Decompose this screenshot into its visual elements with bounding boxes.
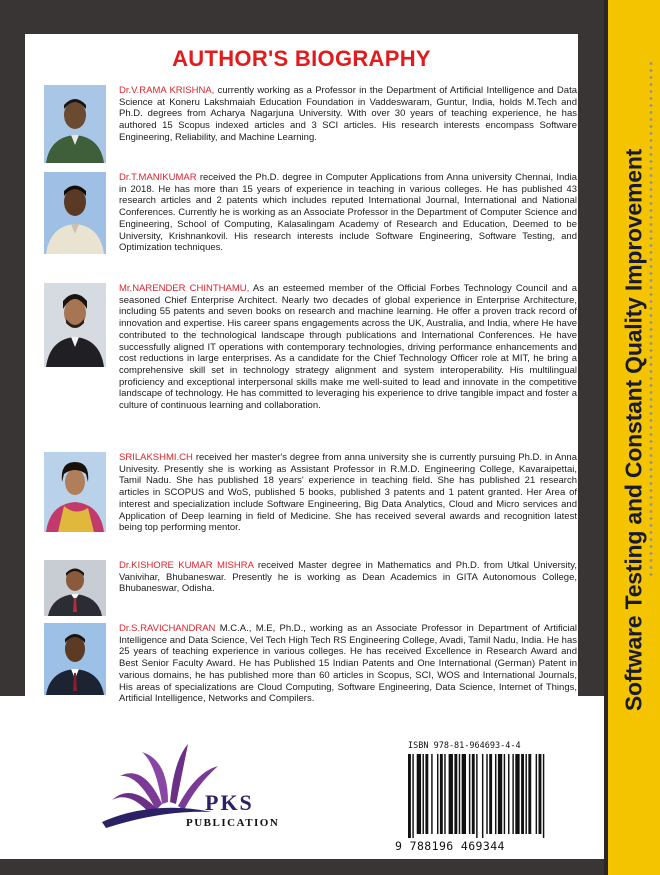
author-bio bbox=[119, 85, 577, 144]
barcode-bar bbox=[440, 754, 443, 834]
author-photo bbox=[44, 283, 106, 367]
author-name: Mr.NARENDER CHINTHAMU, bbox=[119, 283, 250, 294]
barcode-bar bbox=[486, 754, 487, 834]
author-bio bbox=[119, 172, 577, 254]
barcode-bar bbox=[444, 754, 445, 834]
author-text: As an esteemed member of the Official Forbes Technology Council and a seasoned Chief Enterprise Architect. Nearly two decades of global experience in Enterprise Architecture, including 55 patents and seven books on research and machine learning. He offer a proven track record of innovation and expertise. His career spans engagements across the UK, Australia, and India, where He have contributed to the technological landscape through publications and International Conferences. He have successfully aligned IT operations with contemporary technologies, driving performance enhancements and cost reductions in large enterprises. As a candidate for the Chief Technology Officer role at MIT, he bring a comprehensive skill set in technology strategy alignment and system interoperability. His multilingual proficiency and exceptional interpersonal skills make me well-suited to lead and innovate in the competitive landscape of technology. He has committed to leveraging his experience to drive tangible impact and foster a culture of continuous learning and collaboration. bbox=[119, 283, 577, 412]
author-bio bbox=[119, 452, 577, 534]
author-text: M.C.A., M.E, Ph.D., working as an Associate Professor in Department of Artificial Intelligence and Data Science, Vel Tech High Tech RS Engineering College, Avadi, Tamil Nadu, India. He has 25 years of teaching experience in various colleges. He has received Excellence in Research Award and Best Senior Faculty Award. He has Published 15 Indian Patents and One International (German) Patent in various domains, he has published more than 60 articles in Scopus, SCI, WOS and International Journals, His areas of specializations are Cloud Computing, Software Engineering, Data Science, Internet of Things, Artificial Intelligence, Networks and Compilers. bbox=[119, 623, 577, 705]
isbn-label: ISBN 978-81-964693-4-4 bbox=[408, 741, 521, 751]
bottom-strip bbox=[0, 859, 608, 875]
barcode-bar bbox=[515, 754, 519, 834]
author-photo bbox=[44, 452, 106, 532]
author-name: Dr.T.MANIKUMAR bbox=[119, 172, 197, 183]
barcode-bar bbox=[425, 754, 428, 834]
barcode-bar bbox=[431, 754, 432, 834]
author-bio bbox=[119, 283, 577, 412]
barcode-bar bbox=[528, 754, 531, 834]
barcode-icon bbox=[406, 754, 599, 838]
author-name: Dr.S.RAVICHANDRAN bbox=[119, 623, 216, 634]
person-icon bbox=[44, 623, 106, 695]
person-icon bbox=[44, 452, 106, 532]
author-text: currently working as a Professor in the Department of Artificial Intelligence and Data Science at Koneru Lakshmaiah Education Foundation in Vaddeswaram, Guntur, India, holds M.Tech and Ph.D. degrees from Acharya Nagarjuna University. With over 30 years of teaching experience, he has authored 15 Scopus indexed articles and 3 SCI articles. His research interests encompass Software Engineering, Reliability, and Machine Learning. bbox=[119, 85, 577, 143]
barcode-bar bbox=[476, 754, 477, 838]
page-title: AUTHOR'S BIOGRAPHY bbox=[172, 46, 431, 71]
barcode-bar bbox=[498, 754, 502, 834]
publisher-subtitle: PUBLICATION bbox=[186, 817, 280, 829]
person-icon bbox=[44, 172, 106, 254]
barcode-bar bbox=[459, 754, 460, 834]
barcode-bar bbox=[525, 754, 526, 834]
barcode-bar bbox=[482, 754, 483, 838]
barcode-bar bbox=[469, 754, 470, 834]
spine-dot-pattern bbox=[648, 60, 654, 580]
author-name: Dr.KISHORE KUMAR MISHRA bbox=[119, 560, 254, 571]
publisher-name: PKS bbox=[205, 790, 254, 815]
author-text: received the Ph.D. degree in Computer Applications from Anna university Chennai, India in 2018. He has more than 15 years of experience in teaching in various colleges. He has published 43 research articles and 2 patents which includes reputed International Journal, International and National Conferences. Currently he is working as an Associate Professor in the Department of Computer Science and Engineering, School of Computing, Kalasalingam Academy of Research and Education, Deemed to be University, Krishnankovil. His research interests include Software Engineering, Software Testing, and Optimization techniques. bbox=[119, 172, 577, 254]
barcode-bar bbox=[512, 754, 513, 834]
barcode-bar bbox=[504, 754, 505, 834]
author-photo bbox=[44, 85, 106, 163]
barcode-bar bbox=[536, 754, 537, 834]
author-bio bbox=[119, 560, 577, 595]
person-icon bbox=[44, 560, 106, 616]
barcode-bar bbox=[423, 754, 424, 834]
barcode-digits: 9 788196 469344 bbox=[395, 839, 505, 853]
barcode-bar bbox=[454, 754, 457, 834]
barcode-bar bbox=[449, 754, 453, 834]
author-name: SRILAKSHMI.CH bbox=[119, 452, 193, 463]
barcode-bar bbox=[472, 754, 475, 834]
author-text: received Master degree in Mathematics and Ph.D. from Utkal University, Vanivihar, Bhubaneswar. Presently he is working as Dean Academics in GITA Autonomous College, Bhubaneswar, Odisha. bbox=[119, 560, 577, 595]
author-photo bbox=[44, 560, 106, 616]
barcode-bar bbox=[539, 754, 542, 834]
barcode-bar bbox=[495, 754, 496, 834]
author-bio bbox=[119, 623, 577, 705]
author-photo bbox=[44, 623, 106, 695]
person-icon bbox=[44, 283, 106, 367]
barcode-bar bbox=[508, 754, 509, 834]
barcode-bar bbox=[408, 754, 411, 838]
author-photo bbox=[44, 172, 106, 254]
person-icon bbox=[44, 85, 106, 163]
barcode-bar bbox=[437, 754, 438, 834]
barcode-bar bbox=[489, 754, 492, 834]
barcode-bar bbox=[417, 754, 421, 834]
barcode-bar bbox=[462, 754, 466, 834]
barcode-bar bbox=[412, 754, 413, 838]
barcode-bar bbox=[521, 754, 524, 834]
spine-title: Software Testing and Constant Quality Improvement bbox=[620, 148, 647, 712]
author-text: received her master's degree from anna university she is currently pursuing Ph.D. in Anna Univesity. Presently she is working as Assistant Professor in R.M.D. Engineering College, Kavaraipettai, Tamil Nadu. She has published 18 years' experience in teaching field. She has published 21 research articles in SCOPUS and WoS, published 5 books, published 3 patents and 1 patent granted. Her Area of interest and specialization include Software Engineering, Big Data Analytics, Cloud and Micro services and Application of Deep learning in field of Medicine. She has received several awards and recognition latest being top performing mentor. bbox=[119, 452, 577, 534]
author-name: Dr.V.RAMA KRISHNA, bbox=[119, 85, 215, 96]
barcode-bar bbox=[543, 754, 544, 838]
